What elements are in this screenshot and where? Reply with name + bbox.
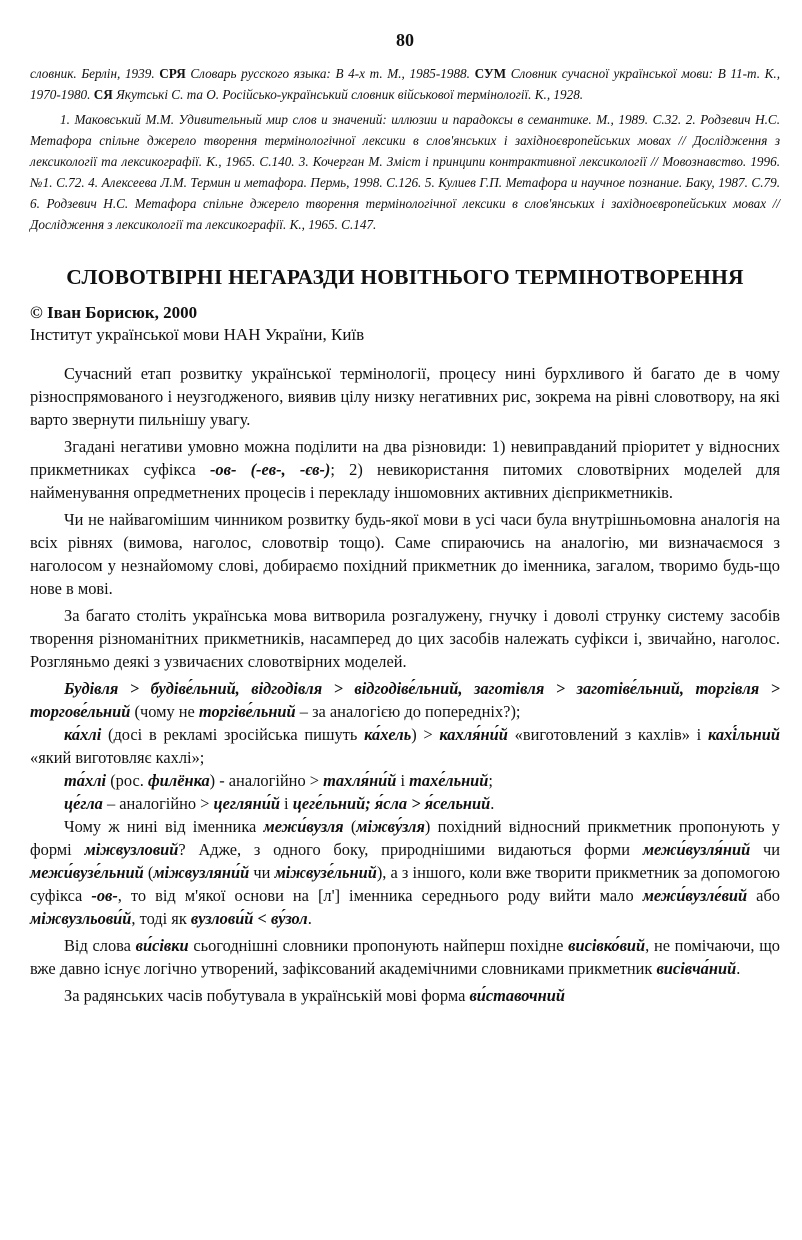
paragraph-text: , тоді як	[131, 909, 191, 928]
footnotes-list: 1. Маковський М.М. Удивительный мир слов и значений: иллюзии и парадоксы в семантике. М., 1989. С.32. 2. Родзевич Н.С. Метафора спільне джерело творення термінологічної лексики в слов'янських і західноєвропейських мовах // Дослідження з лексикології та лексикографії. К., 1965. С.140. 3. Кочерган М. Зміст і принципи контрактивної лексикології // Мовознавство. 1996. №1. С.72. 4. Алексеева Л.М. Термин и метафора. Пермь, 1998. С.126. 5. Кулиев Г.П. Метафора и научное познание. Баку, 1987. С.79. 6. Родзевич Н.С. Метафора спільне джерело творення термінологічної лексики в слов'янських і західноєвропейських мовах // Дослідження з лексикології та лексикографії. К., 1965. С.147.	[30, 112, 780, 232]
paragraph-text: Чи не найвагомішим чинником розвитку будь-якої мови в усі часи була внутрішньомовна аналогія на всіх рівнях (вимова, наголос, словотвір тощо). Саме спираючись на аналогію, ми визначаємося з наголосом у незнайомому слові, добираємо похідний прикметник до іменника, загалом, творимо будь-що нове в мові.	[30, 510, 780, 598]
example-line	[30, 723, 780, 769]
paragraph-text: ;	[488, 771, 493, 790]
paragraph-text: ; 2) невикористання питомих словотвірних моделей для найменування опредметнених процесів і перекладу іншомовних активних дієприкметників.	[30, 460, 780, 502]
paragraph-text: (рос.	[106, 771, 148, 790]
article-body	[30, 362, 780, 1007]
paragraph-text: чи	[750, 840, 780, 859]
example-line	[30, 677, 780, 723]
paragraph-text: (	[143, 863, 154, 882]
body-paragraph	[30, 435, 780, 504]
term-example: міжву́зля	[356, 817, 425, 836]
term-example: та́хлі	[64, 771, 107, 790]
paragraph-text: – аналогійно >	[102, 794, 214, 813]
term-example: межи́вузля́ний	[642, 840, 751, 859]
example-line	[30, 792, 780, 815]
term-example: межи́вузе́льний	[30, 863, 144, 882]
body-paragraph	[30, 984, 780, 1007]
paragraph-text: і	[396, 771, 410, 790]
term-example: тахе́льний	[409, 771, 489, 790]
term-example: міжвузе́льний	[274, 863, 377, 882]
abbreviation-text: Якутські С. та О. Російсько-український словник військової термінології. К., 1928.	[112, 87, 584, 102]
paragraph-text: Згадані негативи умовно можна поділити на два різновиди: 1) невиправданий пріоритет у відносних прикметниках суфікса	[30, 437, 780, 479]
term-example: міжвузловий	[84, 840, 179, 859]
article-institution: Інститут української мови НАН України, Київ	[30, 325, 365, 344]
paragraph-text: (досі в рекламі зросійська пишуть	[101, 725, 365, 744]
paragraph-text: ? Адже, з одного боку, природнішими видаються форми	[178, 840, 643, 859]
term-example: ка́хлі	[64, 725, 102, 744]
term-example: ви́сівки	[135, 936, 189, 955]
term-example: межи́вузля	[263, 817, 344, 836]
article-title: СЛОВОТВІРНІ НЕГАРАЗДИ НОВІТНЬОГО ТЕРМІНОТВОРЕННЯ	[66, 265, 744, 289]
term-example: міжвузльови́й	[30, 909, 132, 928]
paragraph-text: Чому ж нині від іменника	[64, 817, 264, 836]
abbreviation-code: СРЯ	[159, 66, 186, 81]
article-author: © Іван Борисюк, 2000	[30, 303, 198, 322]
body-paragraph	[30, 362, 780, 431]
term-example: висівко́вий	[568, 936, 646, 955]
term-example: ка́хель	[364, 725, 412, 744]
references-block	[30, 63, 780, 235]
body-paragraph	[30, 604, 780, 673]
abbreviation-text: словник. Берлін, 1939.	[30, 66, 160, 81]
paragraph-text: ) >	[411, 725, 440, 744]
paragraph-text: ) похідний відносний прикметник пропонують у формі	[30, 817, 780, 859]
page-number: 80	[396, 30, 414, 50]
paragraph-text: або	[747, 886, 780, 905]
paragraph-text: (чому не	[130, 702, 199, 721]
paragraph-text: .	[307, 909, 312, 928]
term-example: міжвузляни́й	[153, 863, 250, 882]
abbreviation-text: Словарь русского языка: В 4-х т. М., 1985-1988.	[185, 66, 475, 81]
paragraph-text: ) - аналогійно >	[209, 771, 324, 790]
paragraph-text: За багато століть українська мова витворила розгалужену, гнучку і доволі струнку систему засобів творення різноманітних прикметників, насамперед до цих засобів належать суфікси і, звичайно, наголос. Розгляньмо деякі з узвичаєних словотвірних моделей.	[30, 606, 780, 671]
paragraph-text: .	[736, 959, 741, 978]
paragraph-text: , не помічаючи, що вже давно існує логічно утворений, зафіксований академічними словниками прикметник	[30, 936, 781, 978]
paragraph-text: .	[490, 794, 495, 813]
paragraph-text: За радянських часів побутувала в українській мові форма	[64, 986, 470, 1005]
paragraph-text: – за аналогією до попередніх?);	[295, 702, 521, 721]
paragraph-text: ), а з іншого, коли вже творити прикметник за допомогою суфікса	[30, 863, 781, 905]
paragraph-text: «який виготовляє кахлі»;	[30, 748, 205, 767]
term-example: кахі́льний	[707, 725, 781, 744]
term-example: межи́вузле́вий	[642, 886, 748, 905]
paragraph-text: (	[343, 817, 357, 836]
paragraph-text: сьогоднішні словники пропонують найперш похідне	[188, 936, 569, 955]
term-example: -ов-	[91, 886, 118, 905]
term-example: ви́ставочний	[469, 986, 565, 1005]
paragraph-text: чи	[249, 863, 275, 882]
paragraph-text: , то від м'якої основи на [л'] іменника середнього роду вийти мало	[117, 886, 643, 905]
body-paragraph	[30, 815, 780, 930]
paragraph-text: і	[279, 794, 293, 813]
term-example: цегляни́й	[213, 794, 280, 813]
paragraph-text: Від слова	[64, 936, 136, 955]
term-example: це́гла	[64, 794, 103, 813]
term-example: Будівля > будіве́льний, відгодівля > відгодіве́льний, заготівля > заготіве́льний, торгівля > торгове́льний	[30, 679, 780, 721]
abbreviation-text: Словник сучасної української мови: В 11-т. К., 1970-1980.	[30, 66, 780, 102]
abbreviation-code: СУМ	[474, 66, 507, 81]
term-example: -ов- (-ев-, -єв-)	[209, 460, 331, 479]
body-paragraph	[30, 934, 780, 980]
term-example: цеге́льний; я́сла > я́сельний	[292, 794, 491, 813]
paragraph-text: «виготовлений з кахлів» і	[507, 725, 708, 744]
abbreviations-list	[30, 63, 780, 105]
abbreviation-code: СЯ	[93, 87, 113, 102]
paragraph-text: Сучасний етап розвитку української термінології, процесу нині бурхливого й багато де в чому різноспрямованого і неузгодженого, виявив цілу низку негативних рис, зокрема на рівні словотвору, на які варто звернути пильнішу увагу.	[30, 364, 780, 429]
term-example: тахля́ни́й	[323, 771, 397, 790]
body-paragraph	[30, 508, 780, 600]
term-example: вузлови́й < ву́зол	[190, 909, 308, 928]
term-example: торгіве́льний	[198, 702, 296, 721]
term-example: висівча́ний	[656, 959, 737, 978]
term-example: кахля́ни́й	[439, 725, 508, 744]
term-example: филёнка	[147, 771, 210, 790]
example-line	[30, 769, 780, 792]
